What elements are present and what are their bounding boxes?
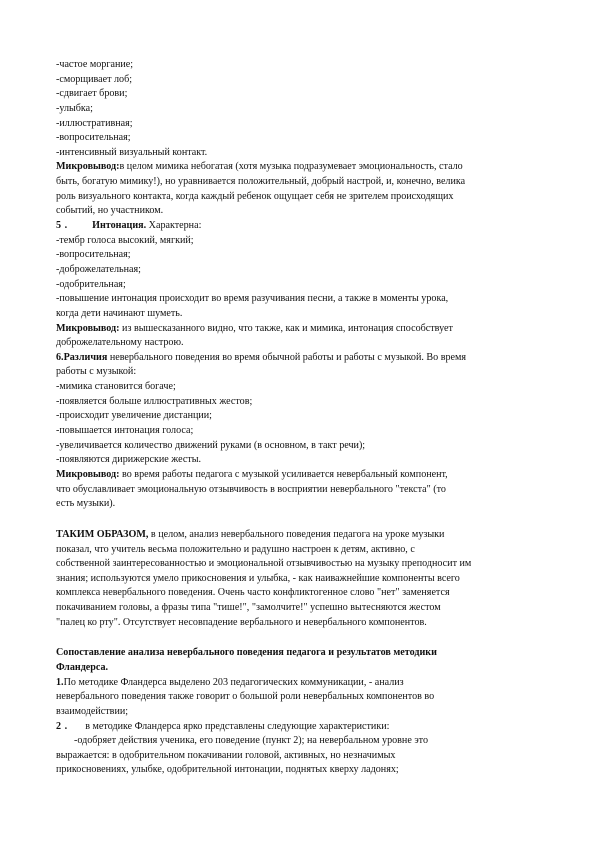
list-item: -улыбка; [56,102,93,114]
paragraph-line: быть, богатую мимику!), но уравнивается положительный, добрый настрой, и, конечно, велика [56,176,466,188]
paragraph-line: -одобряет действия ученика, его поведение (пункт 2); на невербальном уровне это [74,735,428,747]
list-item: -увеличивается количество движений руками (в основном, в такт речи); [56,439,366,451]
document-page [56,58,546,778]
item-number: 1. [56,676,64,688]
section-title: Сопоставление анализа невербального поведения педагога и результатов методики [56,647,437,659]
list-item: -появляются дирижерские жесты. [56,454,202,466]
summary-label: ТАКИМ ОБРАЗОМ, [56,528,149,540]
section-heading-rest: Характерна: [146,220,202,232]
paragraph-line: в целом, анализ невербального поведения педагога на уроке музыки [148,528,445,540]
section-heading: Интонация. [92,220,147,232]
paragraph-line: невербального поведения также говорит о большой роли невербальных компонентов во [56,691,435,703]
list-item: -сморщивает лоб; [56,73,133,85]
conclusion-label: Микровывод: [56,468,120,480]
item-number: 2 . [56,720,68,732]
paragraph-line: покачиванием головы, а фразы типа "тише!", "замолчите!" успешно вытесняются жестом [56,602,441,614]
list-item: -мимика становится богаче; [56,381,176,393]
paragraph-line: что обуславливает эмоциональную отзывчивость в восприятии невербального "текста" (то [56,483,446,495]
paragraph-line: в методике Фландерса ярко представлены следующие характеристики: [67,720,390,732]
section-differences [56,351,546,512]
list-item: -появляется больше иллюстративных жестов; [56,395,253,407]
paragraph-line: комплекса невербального поведения. Очень часто конфликтогенное слово "нет" заменяется [56,587,450,599]
list-item: -вопросительная; [56,132,131,144]
mimicry-conclusion [56,160,546,219]
summary-paragraph [56,528,546,630]
list-item: когда дети начинают шуметь. [56,307,183,319]
paragraph-line: выражается: в одобрительном покачивании головой, активных, но незначимых [56,749,396,761]
section-title: Фландерса. [56,661,109,673]
list-item: -вопросительная; [56,249,131,261]
paragraph-line: есть музыки). [56,498,116,510]
list-item: -происходит увеличение дистанции; [56,410,212,422]
section-intonation [56,219,546,351]
paragraph-line: показал, что учитель весьма положительно и радушно настроен к детям, активно, с [56,543,415,555]
list-item: -иллюстративная; [56,117,133,129]
paragraph-line: работы с музыкой: [56,366,137,378]
paragraph-line: знания; используются умело прикосновения и улыбка, - как наиважнейшие компоненты всего [56,572,460,584]
paragraph-line: во время работы педагога с музыкой усиливается невербальный компонент, [119,468,448,480]
list-item: -повышение интонация происходит во время разучивания песни, а также в моменты урока, [56,293,449,305]
paragraph-line: прикосновениях, улыбке, одобрительной интонации, поднятых кверху ладонях; [56,764,399,776]
conclusion-label: Микровывод: [56,161,120,173]
paragraph-line: событий, но участником. [56,205,164,217]
list-item: -одобрительная; [56,278,126,290]
paragraph-line: роль визуального контакта, когда каждый ребенок ощущает себя не зрителем происходящих [56,190,454,202]
list-item: -повышается интонация голоса; [56,425,194,437]
comparison-section [56,646,546,778]
list-item: -частое моргание; [56,59,134,70]
section-heading-rest: невербального поведения во время обычной работы и работы с музыкой. Во время [107,351,467,363]
paragraph-line: взаимодействии; [56,705,129,717]
paragraph-line: "палец ко рту". Отсутствует несовпадение вербального и невербального компонентов. [56,616,427,628]
list-item: -интенсивный визуальный контакт. [56,146,208,158]
paragraph-line: собственной заинтересованностью и эмоциональной отзывчивостью на музыку преподносит им [56,558,472,570]
paragraph-line: в целом мимика небогатая (хотя музыка подразумевает эмоциональность, стало [119,161,463,173]
list-item: -доброжелательная; [56,263,141,275]
section-number: 5 . [56,220,68,232]
section-heading: 6.Различия [56,351,108,363]
paragraph-line: из вышесказанного видно, что также, как и мимика, интонация способствует [119,322,453,334]
paragraph-line: По методике Фландерса выделено 203 педагогических коммуникации, - анализ [63,676,404,688]
conclusion-label: Микровывод: [56,322,120,334]
mimicry-list [56,58,546,160]
list-item: -тембр голоса высокий, мягкий; [56,234,194,246]
list-item: -сдвигает брови; [56,88,128,100]
paragraph-line: доброжелательному настрою. [56,337,184,349]
